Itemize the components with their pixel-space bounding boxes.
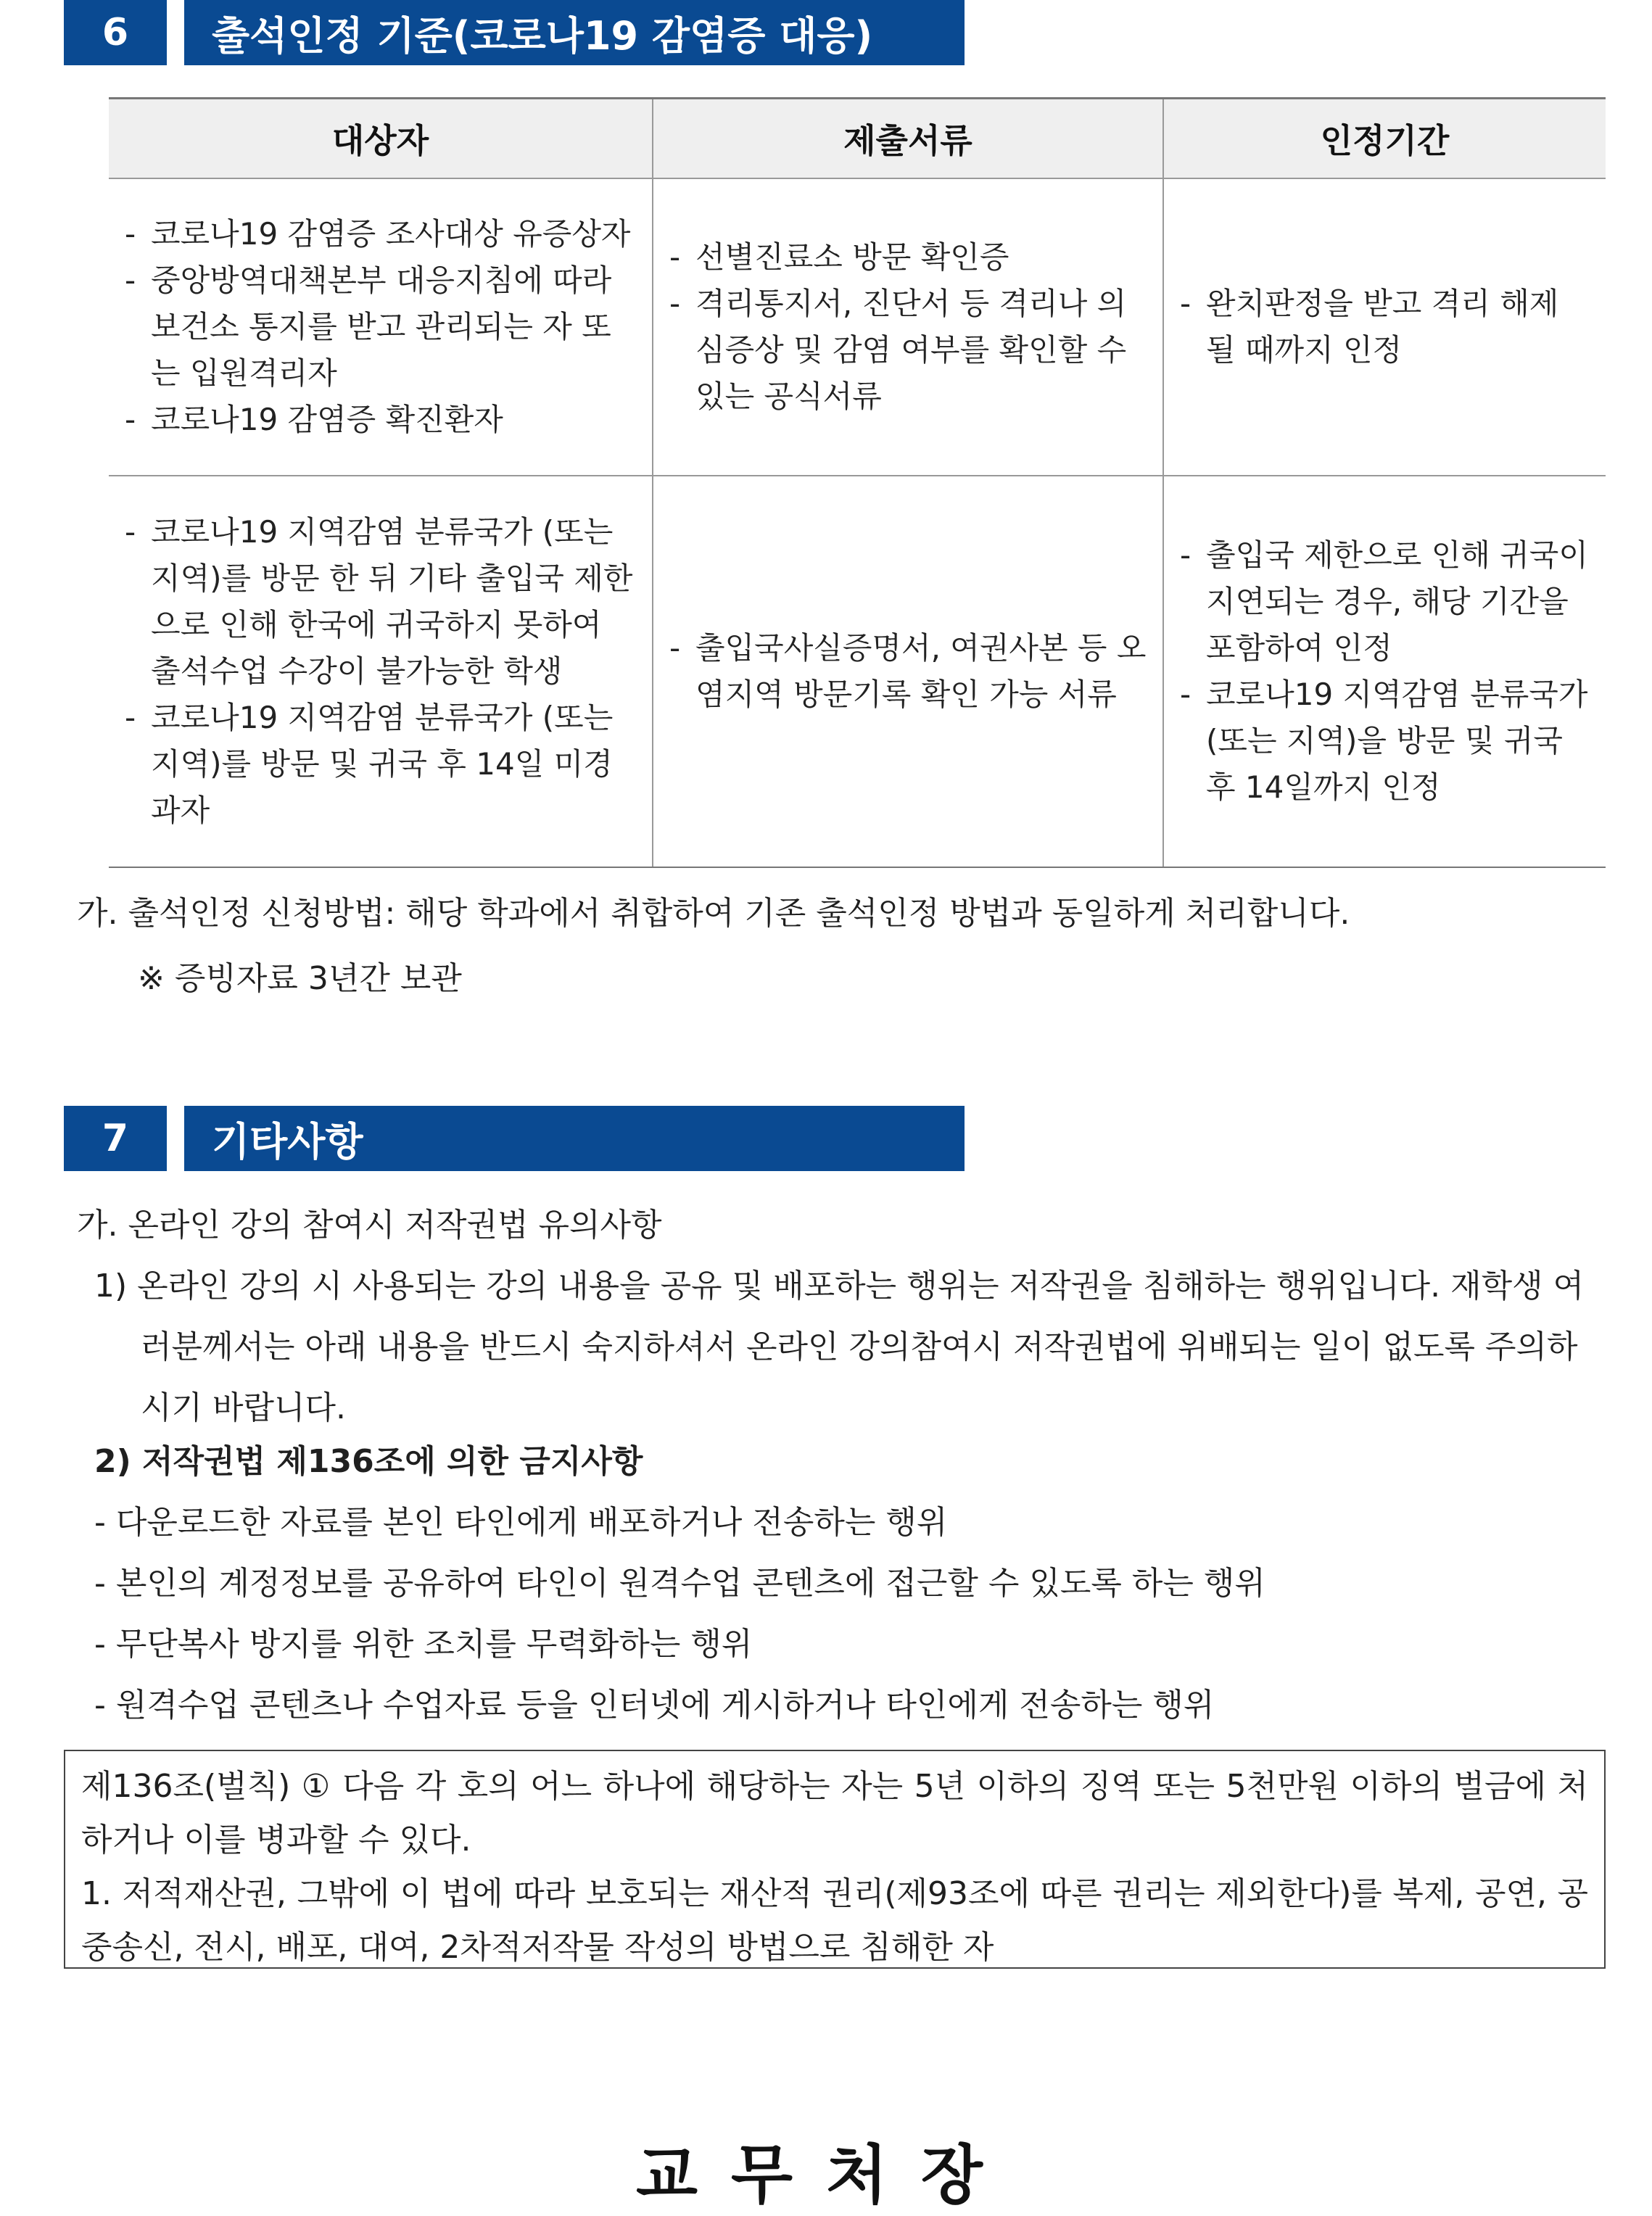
law-text: 1. 저적재산권, 그밖에 이 법에 따라 보호되는 재산적 권리(제93조에 따른 권리는 제외한다)를 복제, 공연, 공중송신, 전시, 배포, 대여, 2차적저작물 작성의 방법으로 침해한 자 (81, 1875, 1588, 1966)
table-row (109, 476, 1606, 867)
column-header: 제출서류 (653, 99, 1163, 179)
section-6-header (64, 0, 965, 65)
period-cell (1163, 476, 1606, 867)
table-row (109, 178, 1606, 476)
list-item: - 중앙방역대책본부 대응지침에 따라 보건소 통지를 받고 관리되는 자 또는 입원격리자 (125, 257, 637, 397)
list-item: - 코로나19 감염증 조사대상 유증상자 (125, 211, 637, 257)
list-item: - 코로나19 지역감염 분류국가 (또는 지역)를 방문 한 뒤 기타 출입국 제한으로 인해 한국에 귀국하지 못하여 출석수업 수강이 불가능한 학생 (125, 509, 637, 695)
prohibited-item: - 원격수업 콘텐츠나 수업자료 등을 인터넷에 게시하거나 타인에게 전송하는 행위 (94, 1687, 1215, 1724)
copyright-caution-text: 1) 온라인 강의 시 사용되는 강의 내용을 공유 및 배포하는 행위는 저작권을 침해하는 행위입니다. 재학생 여러분께서는 아래 내용을 반드시 숙지하셔서 온라인 강의참여시 저작권법에 위배되는 일이 없도록 주의하시기 바랍니다. (94, 1268, 1585, 1426)
targets-cell (109, 178, 653, 476)
prohibited-heading: 2) 저작권법 제136조에 의한 금지사항 (94, 1443, 643, 1480)
list-item: - 코로나19 지역감염 분류국가 (또는 지역)를 방문 및 귀국 후 14일 미경과자 (125, 695, 637, 834)
period-cell (1163, 178, 1606, 476)
section-number: 6 (64, 0, 167, 65)
prohibited-item: - 본인의 계정정보를 공유하여 타인이 원격수업 콘텐츠에 접근할 수 있도록 하는 행위 (94, 1565, 1265, 1602)
retention-note: ※ 증빙자료 3년간 보관 (138, 960, 462, 997)
section-title: 출석인정 기준(코로나19 감염증 대응) (184, 0, 965, 65)
list-item: - 코로나19 감염증 확진환자 (125, 397, 637, 443)
law-article-box (64, 1750, 1606, 1969)
list-item: - 출입국사실증명서, 여권사본 등 오염지역 방문기록 확인 가능 서류 (669, 625, 1148, 718)
prohibited-item: - 다운로드한 자료를 본인 타인에게 배포하거나 전송하는 행위 (94, 1504, 948, 1541)
list-item: - 격리통지서, 진단서 등 격리나 의심증상 및 감염 여부를 확인할 수 있는 공식서류 (669, 281, 1148, 420)
targets-cell (109, 476, 653, 867)
list-item: - 출입국 제한으로 인해 귀국이 지연되는 경우, 해당 기간을 포함하여 인정 (1180, 532, 1591, 671)
section-title: 기타사항 (184, 1106, 965, 1171)
law-text: 제136조(벌칙) ① 다음 각 호의 어느 하나에 해당하는 자는 5년 이하의 징역 또는 5천만원 이하의 벌금에 처하거나 이를 병과할 수 있다. (81, 1768, 1588, 1859)
section-7-header (64, 1106, 965, 1171)
documents-cell (653, 476, 1163, 867)
signature: 교무처장 (635, 2138, 1017, 2212)
column-header: 인정기간 (1163, 99, 1606, 179)
attendance-criteria-table (109, 97, 1606, 868)
table-header-row (109, 99, 1606, 179)
application-method: 가. 출석인정 신청방법: 해당 학과에서 취합하여 기존 출석인정 방법과 동일하게 처리합니다. (77, 895, 1350, 932)
list-item: - 코로나19 지역감염 분류국가(또는 지역)을 방문 및 귀국 후 14일까지 인정 (1180, 671, 1591, 811)
copyright-caution-heading: 가. 온라인 강의 참여시 저작권법 유의사항 (77, 1207, 662, 1244)
column-header: 대상자 (109, 99, 653, 179)
list-item: - 선별진료소 방문 확인증 (669, 234, 1148, 281)
section-number: 7 (64, 1106, 167, 1171)
documents-cell (653, 178, 1163, 476)
prohibited-item: - 무단복사 방지를 위한 조치를 무력화하는 행위 (94, 1626, 753, 1663)
list-item: - 완치판정을 받고 격리 해제 될 때까지 인정 (1180, 281, 1591, 373)
